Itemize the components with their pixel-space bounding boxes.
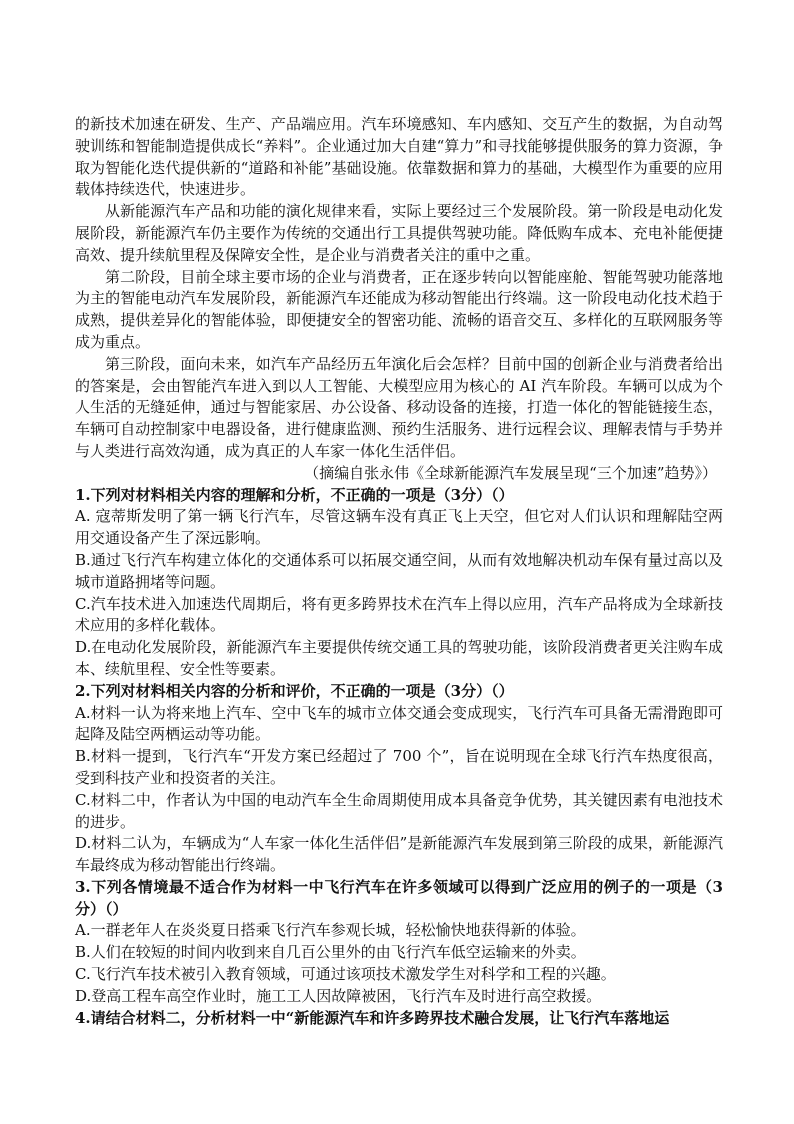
option-a: A.材料一认为将来地上汽车、空中飞车的城市立体交通会变成现实，飞行汽车可具备无需滑跑即可起降及陆空两栖运动等功能。	[75, 703, 723, 744]
article-paragraph: 的新技术加速在研发、生产、产品端应用。汽车环境感知、车内感知、交互产生的数据，为自动驾驶训练和智能制造提供成长“养料”。企业通过加大自建“算力”和寻找能够提供服务的算力资源，争取为智能化迭代提供新的“道路和补能”基础设施。依靠数据和算力的基础，大模型作为重要的应用载体持续迭代，快速进步。	[75, 115, 723, 199]
question-2	[75, 681, 723, 877]
option-b: B.人们在较短的时间内收到来自几百公里外的由飞行汽车低空运输来的外卖。	[75, 943, 586, 962]
article-source: （摘编自张永伟《全球新能源汽车发展呈现“三个加速”趋势》）	[304, 463, 717, 482]
document-page	[75, 114, 723, 1029]
option-c: C.材料二中，作者认为中国的电动汽车全生命周期使用成本具备竞争优势，其关键因素有电池技术的进步。	[75, 790, 723, 831]
question-stem: 1.下列对材料相关内容的理解和分析，不正确的一项是（3分）（）	[75, 485, 514, 504]
option-a: A. 寇蒂斯发明了第一辆飞行汽车，尽管这辆车没有真正飞上天空，但它对人们认识和理解陆空两用交通设备产生了深远影响。	[75, 507, 723, 548]
option-d: D.在电动化发展阶段，新能源汽车主要提供传统交通工具的驾驶功能，该阶段消费者更关注购车成本、续航里程、安全性等要素。	[75, 638, 723, 678]
option-d: D.材料二认为，车辆成为“人车家一体化生活伴侣”是新能源汽车发展到第三阶段的成果，新能源汽车最终成为移动智能出行终端。	[75, 834, 723, 875]
option-d: D.登高工程车高空作业时，施工工人因故障被困，飞行汽车及时进行高空救援。	[75, 986, 602, 1005]
question-stem: 4.请结合材料二，分析材料一中“新能源汽车和许多跨界技术融合发展，让飞行汽车落地运	[75, 1008, 670, 1027]
option-c: C.汽车技术进入加速迭代周期后，将有更多跨界技术在汽车上得以应用，汽车产品将成为全球新技术应用的多样化载体。	[75, 594, 723, 635]
question-4	[75, 1008, 723, 1030]
question-3	[75, 877, 723, 1008]
article-paragraph: 从新能源汽车产品和功能的演化规律来看，实际上要经过三个发展阶段。第一阶段是电动化发展阶段，新能源汽车仍主要作为传统的交通出行工具提供驾驶功能。降低购车成本、充电补能便捷高效、提升续航里程及保障安全性，是企业与消费者关注的重中之重。	[75, 202, 723, 264]
option-b: B.材料一提到，飞行汽车“开发方案已经超过了 700 个”，旨在说明现在全球飞行汽车热度很高，受到科技产业和投资者的关注。	[75, 747, 723, 787]
option-b: B.通过飞行汽车构建立体化的交通体系可以拓展交通空间，从而有效地解决机动车保有量过高以及城市道路拥堵等问题。	[75, 550, 723, 591]
option-a: A.一群老年人在炎炎夏日搭乘飞行汽车参观长城，轻松愉快地获得新的体验。	[75, 921, 586, 940]
question-1	[75, 485, 723, 681]
option-c: C.飞行汽车技术被引入教育领域，可通过该项技术激发学生对科学和工程的兴趣。	[75, 965, 616, 984]
article-paragraph: 第三阶段，面向未来，如汽车产品经历五年演化后会怎样？目前中国的创新企业与消费者给出的答案是，会由智能汽车进入到以人工智能、大模型应用为核心的 AI 汽车阶段。车辆可以成为个人生活的无缝延伸，通过与智能家居、办公设备、移动设备的连接，打造一体化的智能链接生态，车辆可自动控制家中电器设备，进行健康监测、预约生活服务、进行远程会议、理解表情与手势并与人类进行高效沟通，成为真正的人车家一体化生活伴侣。	[75, 354, 723, 460]
question-stem: 2.下列对材料相关内容的分析和评价，不正确的一项是（3分）（）	[75, 681, 514, 700]
article-paragraph: 第二阶段，目前全球主要市场的企业与消费者，正在逐步转向以智能座舱、智能驾驶功能落地为主的智能电动汽车发展阶段，新能源汽车还能成为移动智能出行终端。这一阶段电动化技术趋于成熟，提供差异化的智能体验，即便捷安全的智密功能、流畅的语音交互、多样化的互联网服务等成为重点。	[75, 267, 723, 351]
article-body	[75, 114, 723, 485]
question-stem: 3.下列各情境最不适合作为材料一中飞行汽车在许多领域可以得到广泛应用的例子的一项是（3分）（）	[75, 877, 723, 918]
